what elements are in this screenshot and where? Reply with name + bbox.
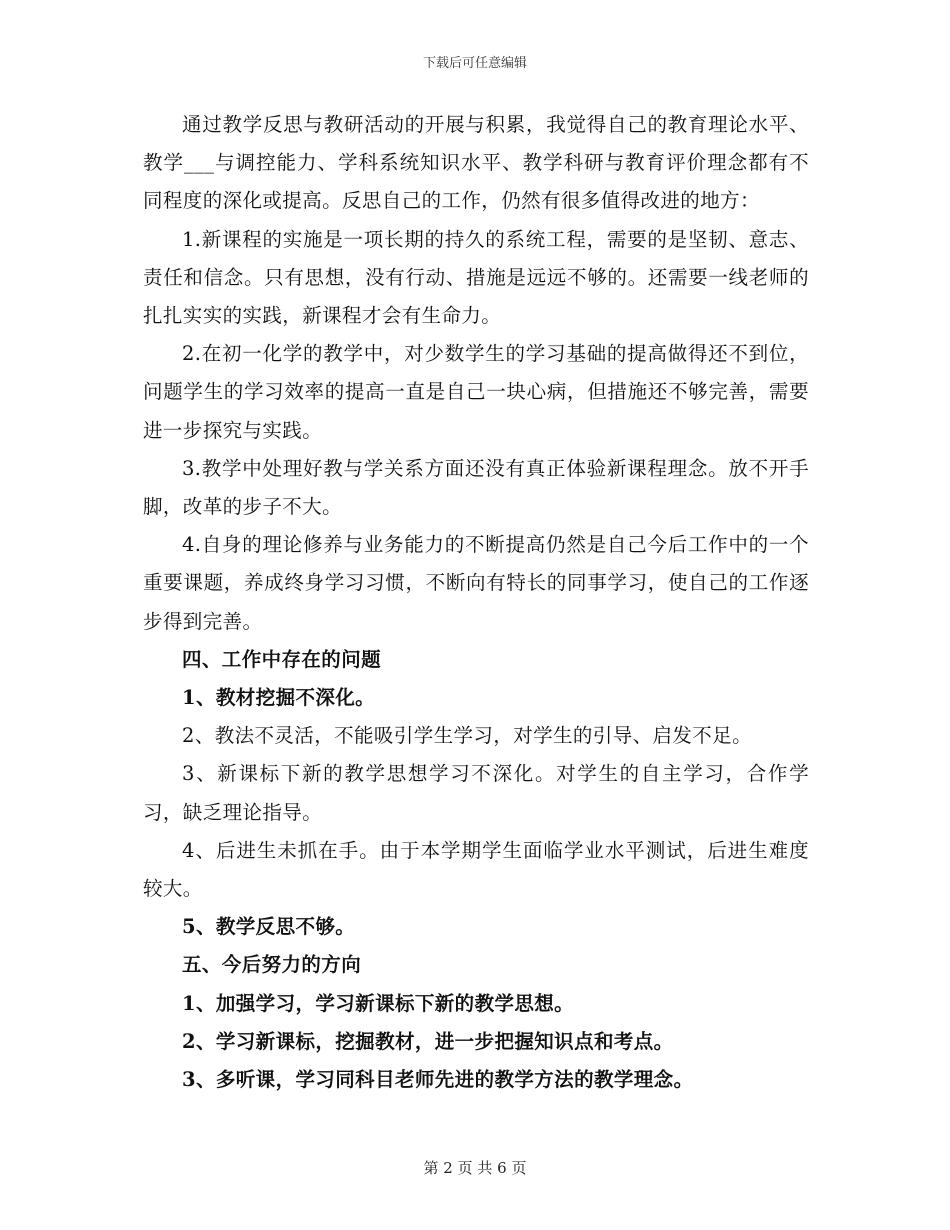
problem-item-1: 1、教材挖掘不深化。 [182,686,376,710]
section-heading-future: 五、今后努力的方向 [182,953,362,977]
future-item-3: 3、多听课，学习同科目老师先进的教学方法的教学理念。 [182,1068,694,1092]
reflection-item-2: 2.在初一化学的教学中，对少数学生的学习基础的提高做得还不到位，问题学生的学习效率的提高一直是自己一块心病，但措施还不够完善，需要进一步探究与实践。 [143,342,809,442]
section-heading-problems: 四、工作中存在的问题 [182,647,382,671]
problem-item-3: 3、新课标下新的教学思想学习不深化。对学生的自主学习，合作学习，缺乏理论指导。 [143,762,809,824]
page-header: 下载后可任意编辑 [422,56,527,71]
future-item-1: 1、加强学习，学习新课标下新的教学思想。 [182,991,575,1015]
problem-item-2: 2、教法不灵活，不能吸引学生学习，对学生的引导、启发不足。 [182,724,753,748]
reflection-item-1: 1.新课程的实施是一项长期的持久的系统工程，需要的是坚韧、意志、责任和信念。只有思想，没有行动、措施是远远不够的。还需要一线老师的扎扎实实的实践，新课程才会有生命力。 [143,227,809,328]
document-body [143,106,809,1099]
intro-paragraph: 通过教学反思与教研活动的开展与积累，我觉得自己的教育理论水平、教学___与调控能力、学科系统知识水平、教学科研与教育评价理念都有不同程度的深化或提高。反思自己的工作，仍然有很多值得改进的地方： [143,113,809,213]
page-number: 第 2 页 共 6 页 [423,1159,527,1177]
problem-item-5: 5、教学反思不够。 [182,915,356,939]
reflection-item-3: 3.教学中处理好教与学关系方面还没有真正体验新课程理念。放不开手脚，改革的步子不大。 [143,456,809,519]
problem-item-4: 4、后进生未抓在手。由于本学期学生面临学业水平测试，后进生难度较大。 [143,838,809,901]
reflection-item-4: 4.自身的理论修养与业务能力的不断提高仍然是自己今后工作中的一个重要课题，养成终身学习习惯，不断向有特长的同事学习，使自己的工作逐步得到完善。 [143,533,809,633]
future-item-2: 2、学习新课标，挖掘教材，进一步把握知识点和考点。 [182,1029,674,1053]
